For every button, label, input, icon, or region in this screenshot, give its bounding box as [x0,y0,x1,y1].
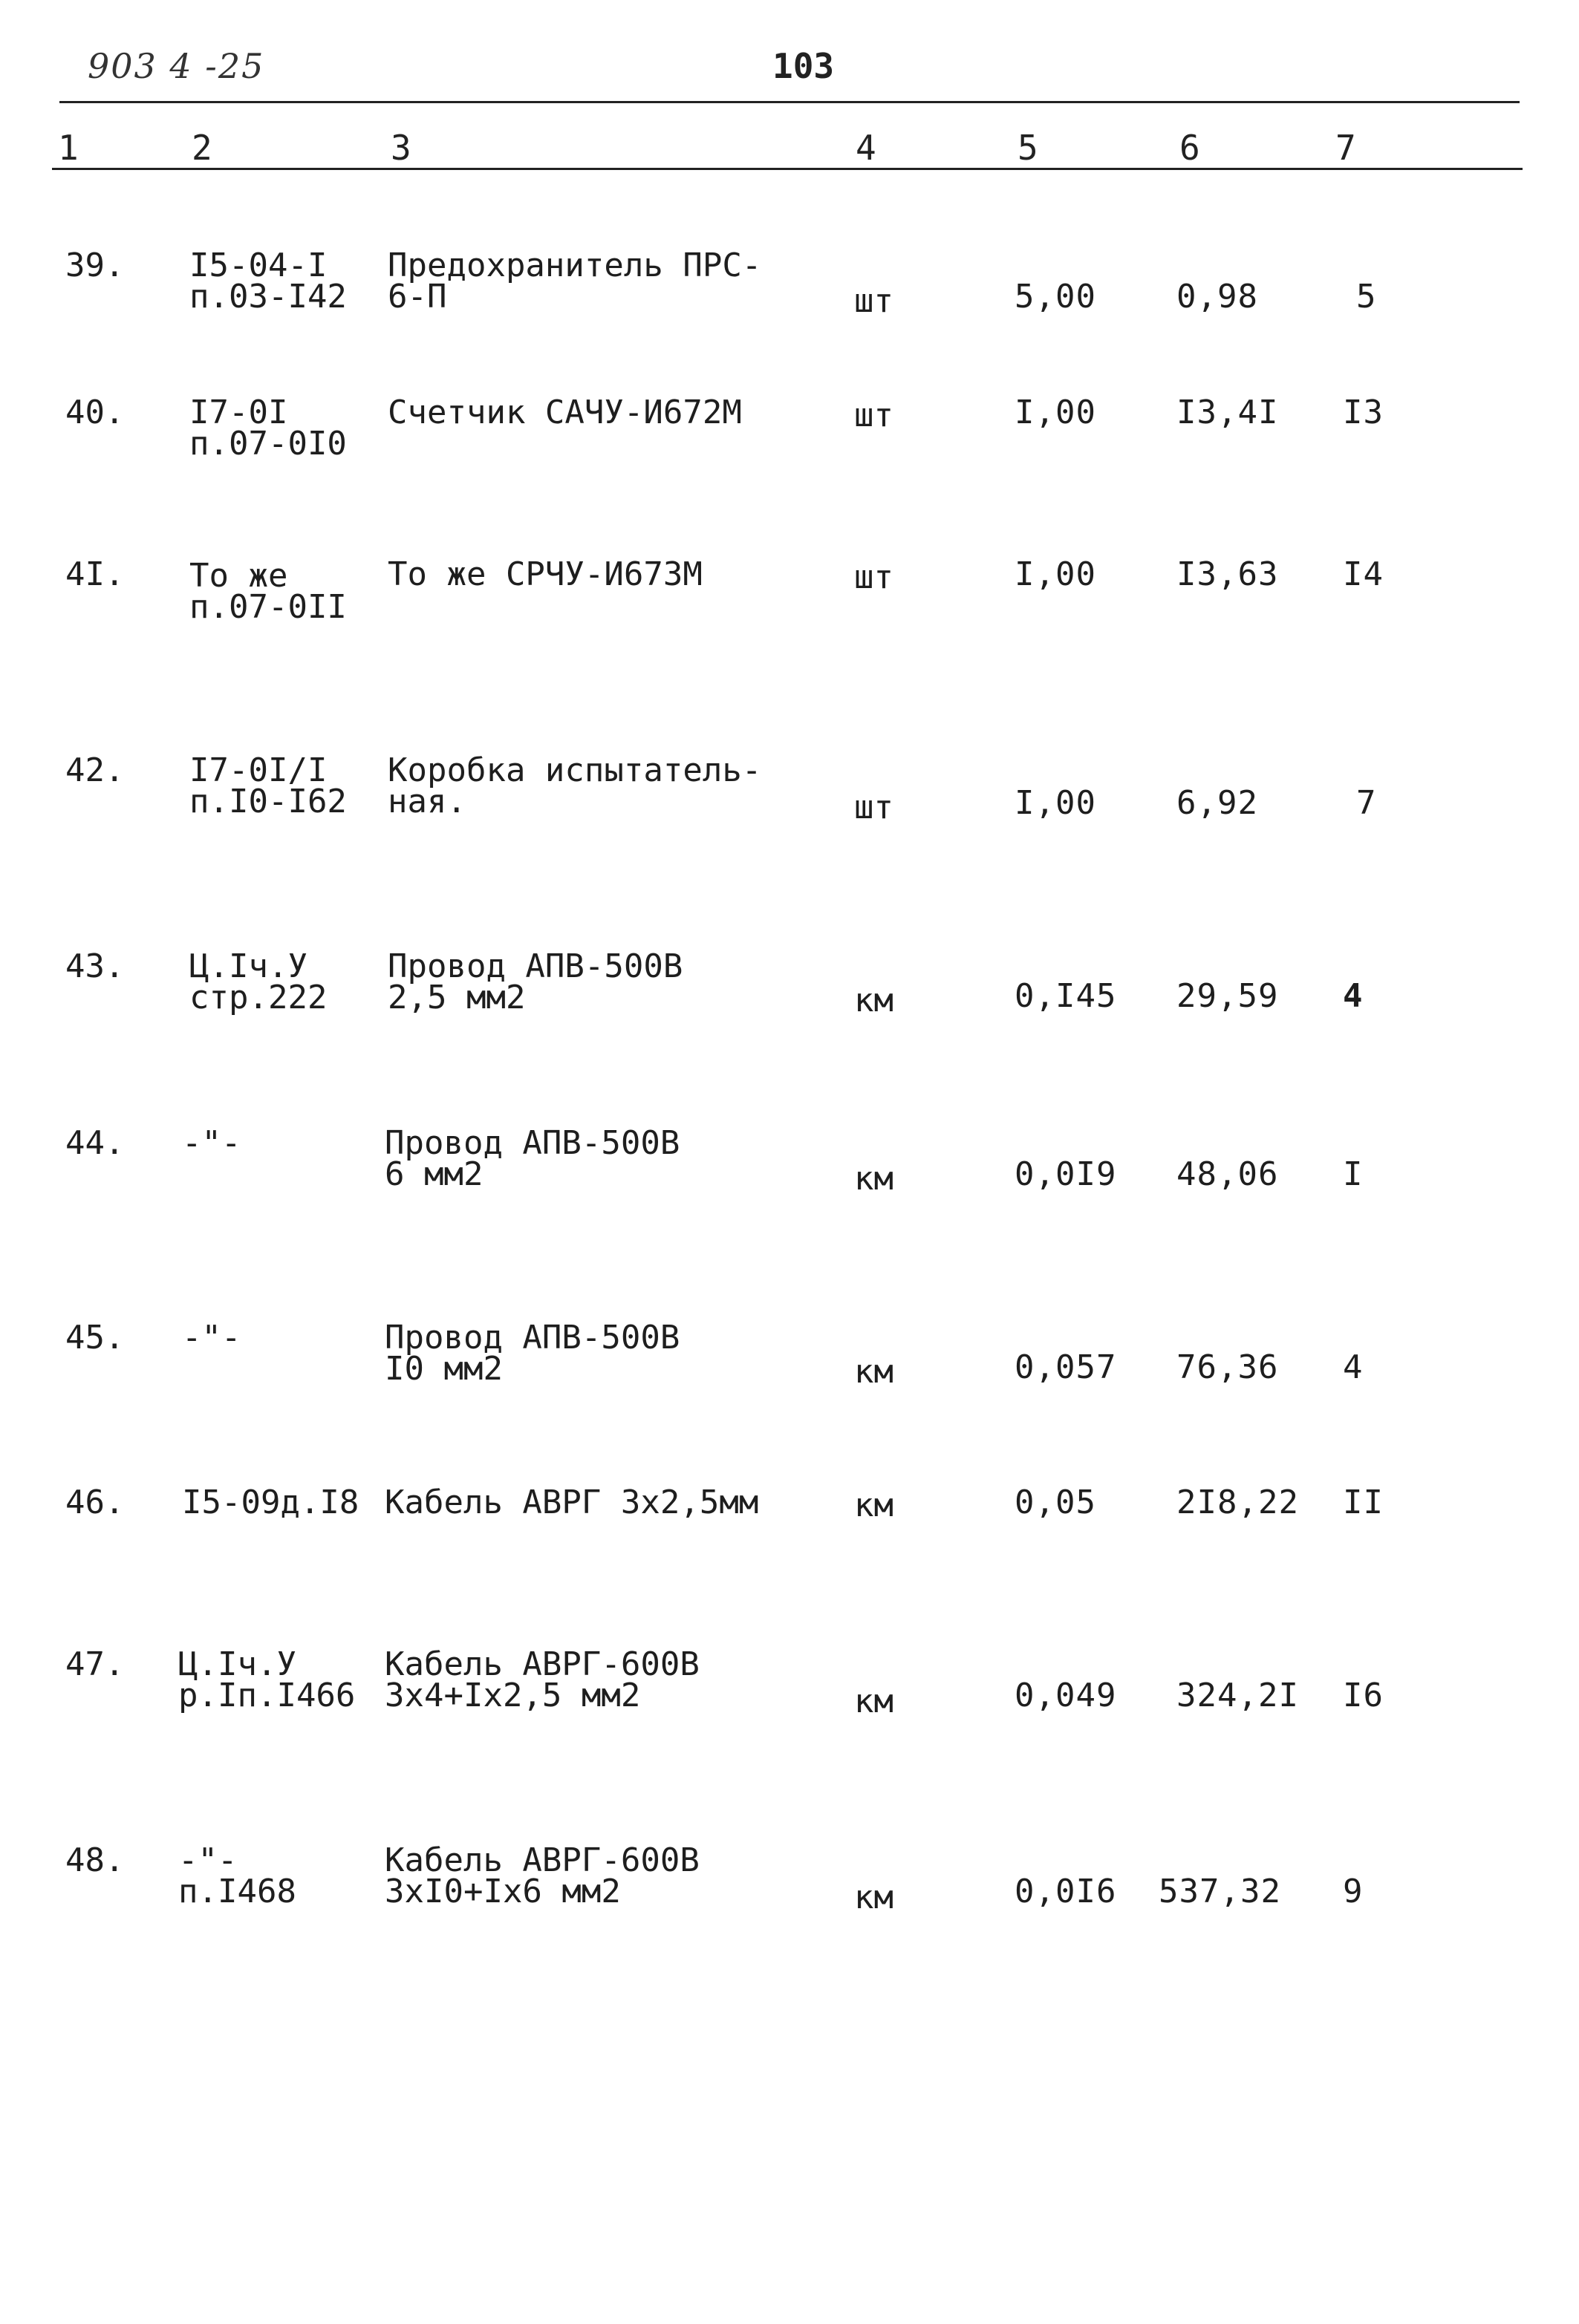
column-header-3: 3 [391,128,411,168]
row-number: 4I. [65,555,125,593]
column-header-4: 4 [856,128,876,168]
row-number: 47. [65,1645,125,1683]
row-desc-line: 3х4+Iх2,5 мм2 [385,1677,641,1714]
column-header-6: 6 [1179,128,1200,168]
row-qty: 0,0I6 [1015,1873,1117,1910]
row-ref-line: -"- [182,1319,241,1357]
row-price: 324,2I [1176,1677,1299,1714]
row-total: 7 [1356,784,1377,822]
row-total: I [1343,1155,1364,1193]
column-header-1: 1 [58,128,79,168]
row-unit: шт [854,396,893,434]
row-ref-line: п.07-0II [189,588,347,626]
row-desc-line: I0 мм2 [385,1350,503,1388]
header-rule [52,168,1523,170]
row-qty: 0,0I9 [1015,1155,1117,1193]
row-number: 40. [65,394,125,431]
document-code: 903 4 -25 [88,46,265,86]
row-qty: 5,00 [1015,278,1096,316]
top-rule [59,101,1520,103]
row-price: 48,06 [1176,1155,1279,1193]
row-price: 76,36 [1176,1348,1279,1386]
row-unit: км [854,1879,893,1916]
row-total: I6 [1343,1677,1384,1714]
row-desc-line: Счетчик САЧУ-И672М [388,394,742,431]
row-ref-line: I5-04-I [189,247,328,284]
row-desc-line: 2,5 мм2 [388,979,526,1016]
row-desc-line: Провод АПВ-500В [388,947,683,985]
row-total: 9 [1343,1873,1364,1910]
row-price: 6,92 [1176,784,1258,822]
row-ref-line: п.I0-I62 [189,783,347,820]
row-total: 5 [1356,278,1377,316]
row-qty: 0,049 [1015,1677,1117,1714]
row-ref-line: -"- [182,1124,241,1162]
row-number: 43. [65,947,125,985]
row-unit: шт [854,282,893,320]
page-number: 103 [772,46,835,86]
row-desc-line: Кабель АВРГ 3х2,5мм [385,1483,759,1521]
row-desc-line: Предохранитель ПРС- [388,247,762,284]
row-ref-line: р.Iп.I466 [178,1677,356,1714]
row-ref-line: п.07-0I0 [189,425,347,463]
row-price: I3,63 [1176,555,1279,593]
row-unit: км [854,1682,893,1720]
row-desc-line: 6-П [388,278,447,316]
row-ref-line: стр.222 [189,979,328,1016]
row-total: 4 [1343,977,1364,1015]
row-unit: км [854,982,893,1019]
row-qty: I,00 [1015,555,1096,593]
row-price: I3,4I [1176,394,1279,431]
row-desc-line: Кабель АВРГ-600В [385,1645,700,1683]
row-total: I4 [1343,555,1384,593]
row-desc-line: Провод АПВ-500В [385,1124,680,1162]
row-number: 48. [65,1841,125,1879]
row-unit: шт [854,789,893,826]
row-unit: км [854,1160,893,1198]
row-price: 537,32 [1159,1873,1281,1910]
row-desc-line: ная. [388,783,466,820]
row-qty: I,00 [1015,784,1096,822]
row-ref-line: I5-09д.I8 [182,1483,359,1521]
row-qty: 0,I45 [1015,977,1117,1015]
row-desc-line: Коробка испытатель- [388,751,762,789]
row-ref-line: Ц.Iч.У [178,1645,296,1683]
row-total: 4 [1343,1348,1364,1386]
row-desc-line: То же СРЧУ-И673М [388,555,703,593]
row-unit: км [854,1486,893,1524]
row-total: I3 [1343,394,1384,431]
row-price: 0,98 [1176,278,1258,316]
row-ref-line: То же [189,557,288,595]
row-ref-line: п.03-I42 [189,278,347,316]
row-qty: 0,057 [1015,1348,1117,1386]
row-price: 29,59 [1176,977,1279,1015]
column-header-2: 2 [192,128,212,168]
row-price: 2I8,22 [1176,1483,1299,1521]
row-ref-line: -"- [178,1841,238,1879]
row-number: 39. [65,247,125,284]
row-ref-line: I7-0I/I [189,751,328,789]
row-desc-line: Провод АПВ-500В [385,1319,680,1357]
row-unit: км [854,1353,893,1391]
row-number: 42. [65,751,125,789]
row-ref-line: I7-0I [189,394,288,431]
row-qty: 0,05 [1015,1483,1096,1521]
row-number: 46. [65,1483,125,1521]
row-total: II [1343,1483,1384,1521]
row-ref-line: п.I468 [178,1873,296,1910]
row-number: 45. [65,1319,125,1357]
column-header-5: 5 [1018,128,1038,168]
column-header-7: 7 [1335,128,1356,168]
row-desc-line: 3хI0+Iх6 мм2 [385,1873,621,1910]
row-number: 44. [65,1124,125,1162]
row-ref-line: Ц.Iч.У [189,947,307,985]
row-desc-line: 6 мм2 [385,1155,484,1193]
row-qty: I,00 [1015,394,1096,431]
row-desc-line: Кабель АВРГ-600В [385,1841,700,1879]
row-unit: шт [854,558,893,596]
